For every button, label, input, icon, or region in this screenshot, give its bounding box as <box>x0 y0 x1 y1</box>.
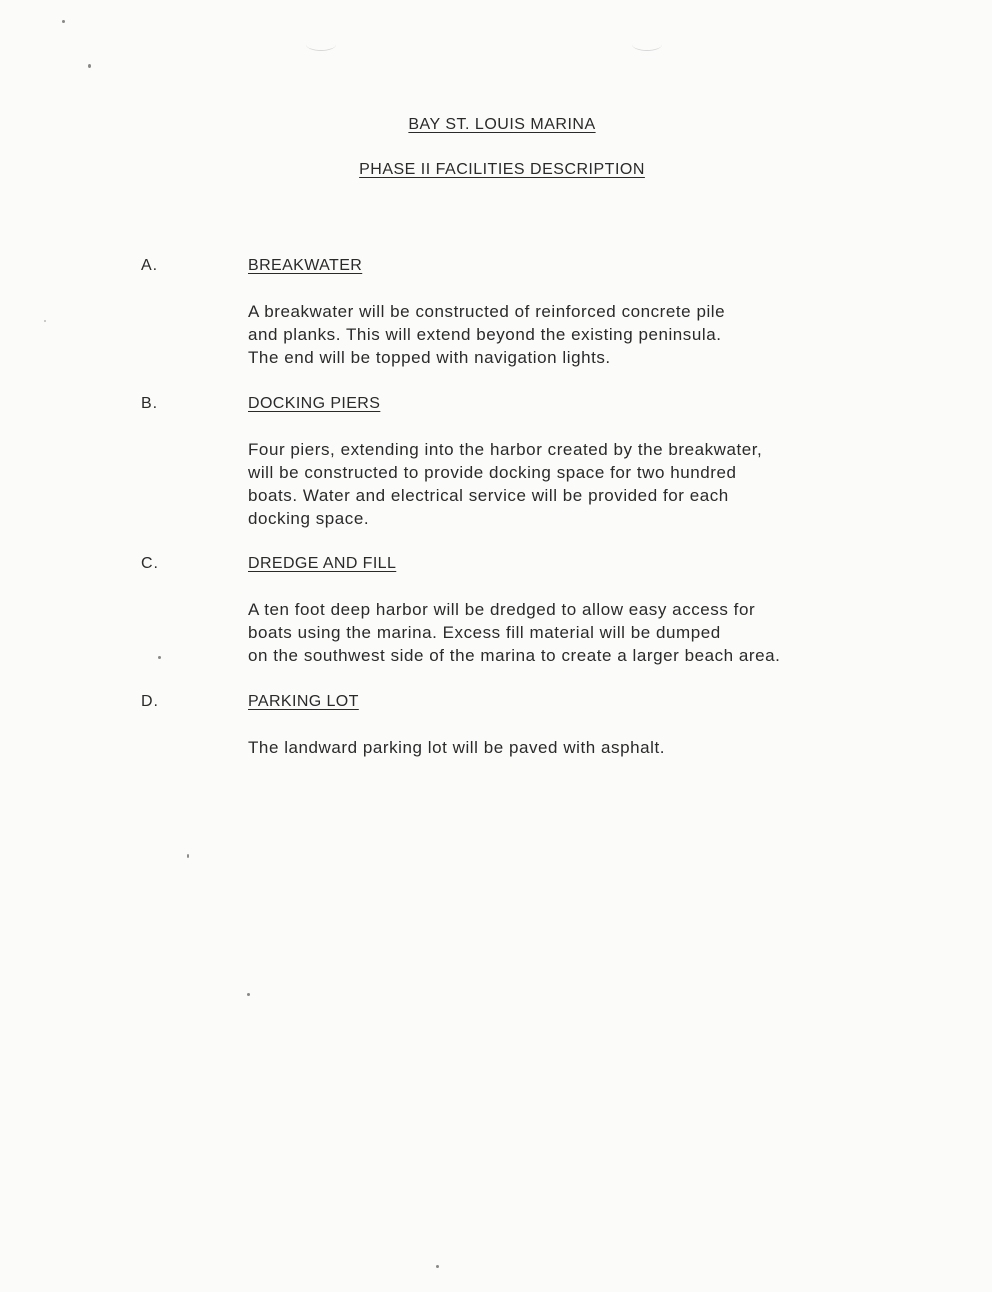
section-heading: PARKING LOT <box>248 693 359 710</box>
section-heading: DOCKING PIERS <box>248 395 381 412</box>
body-line: and planks. This will extend beyond the existing peninsula. <box>248 325 722 344</box>
body-line: The end will be topped with navigation lights. <box>248 348 611 367</box>
section-heading: BREAKWATER <box>248 257 363 274</box>
body-line: A ten foot deep harbor will be dredged to allow easy access for <box>248 600 756 619</box>
scan-speck <box>88 64 91 68</box>
section-heading: DREDGE AND FILL <box>248 555 397 572</box>
scan-mark <box>306 38 336 51</box>
body-line: on the southwest side of the marina to create a larger beach area. <box>248 646 781 665</box>
section-letter: C. <box>141 555 159 572</box>
scan-mark <box>632 38 662 51</box>
body-line: Four piers, extending into the harbor created by the breakwater, <box>248 440 763 459</box>
body-line: The landward parking lot will be paved with asphalt. <box>248 738 665 757</box>
scan-speck <box>158 656 161 659</box>
section-letter: D. <box>141 693 159 710</box>
body-line: docking space. <box>248 509 370 528</box>
body-line: boats using the marina. Excess fill material will be dumped <box>248 623 721 642</box>
document-title: BAY ST. LOUIS MARINA <box>408 116 596 133</box>
body-line: will be constructed to provide docking space for two hundred <box>248 463 737 482</box>
section-letter: A. <box>141 257 159 274</box>
scan-speck <box>436 1265 439 1268</box>
document-subtitle: PHASE II FACILITIES DESCRIPTION <box>359 161 645 178</box>
scan-speck <box>247 993 250 996</box>
scan-speck <box>187 854 189 858</box>
body-line: boats. Water and electrical service will be provided for each <box>248 486 729 505</box>
body-line: A breakwater will be constructed of reinforced concrete pile <box>248 302 726 321</box>
scan-speck <box>44 320 46 322</box>
section-letter: B. <box>141 395 159 412</box>
scan-speck <box>62 20 65 23</box>
